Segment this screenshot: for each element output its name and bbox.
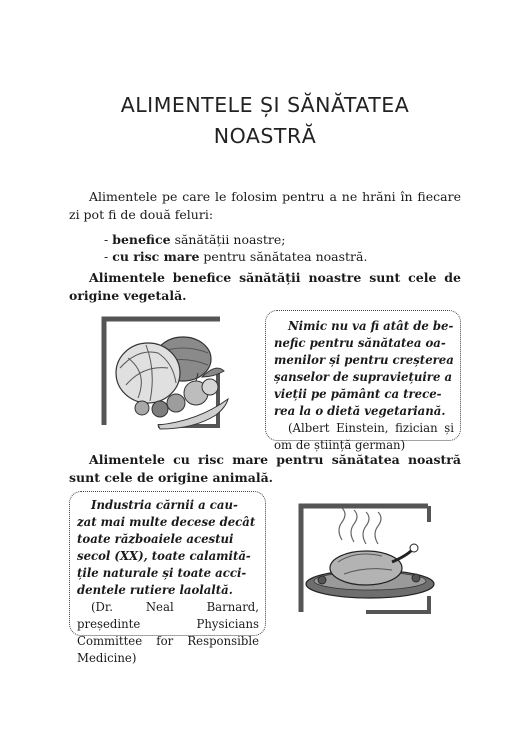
- plant-origin-heading: Alimentele benefice sănătății noastre sunt cele de origine vegetală.: [69, 270, 461, 303]
- quote-attribution: (Dr. Neal Barnard, președinte Physicians Committee for Responsible Medicine): [77, 600, 259, 665]
- intro-paragraph: Alimentele pe care le folosim pentru a ne hrăni în fiecare zi pot fi de două feluri:: [69, 189, 461, 222]
- quote-attribution: (Albert Einstein, fizician și om de știință german): [274, 421, 454, 452]
- food-types-list: [104, 231, 367, 265]
- vegetables-illustration: [98, 313, 233, 433]
- roast-chicken-illustration: [296, 500, 436, 618]
- list-item-bold: cu risc mare: [112, 249, 200, 264]
- quote-text: Nimic nu va fi atât de be- nefic pentru sănătatea oa- menilor și pentru creșterea șanselor de supraviețuire a vieții pe pământ ca trece- rea la o dietă vegetariană.: [274, 319, 454, 418]
- list-item: - cu risc mare pentru sănătatea noastră.: [104, 249, 368, 264]
- page-title-line-2: NOASTRĂ: [213, 124, 317, 148]
- page-title: [60, 90, 470, 152]
- page-title-line-1: ALIMENTELE ȘI SĂNĂTATEA: [120, 93, 410, 117]
- einstein-quote: [274, 318, 454, 454]
- quote-text: Industria cărnii a cau- zat mai multe decese decât toate războaiele acestui secol (XX), toate calamită- țile naturale și toate acci- dentele rutiere laolaltă.: [77, 498, 256, 597]
- list-item-bold: benefice: [112, 232, 171, 247]
- animal-origin-heading: Alimentele cu risc mare pentru sănătatea noastră sunt cele de origine animală.: [69, 452, 461, 485]
- list-item: - benefice sănătății noastre;: [104, 232, 286, 247]
- barnard-quote: [77, 497, 259, 667]
